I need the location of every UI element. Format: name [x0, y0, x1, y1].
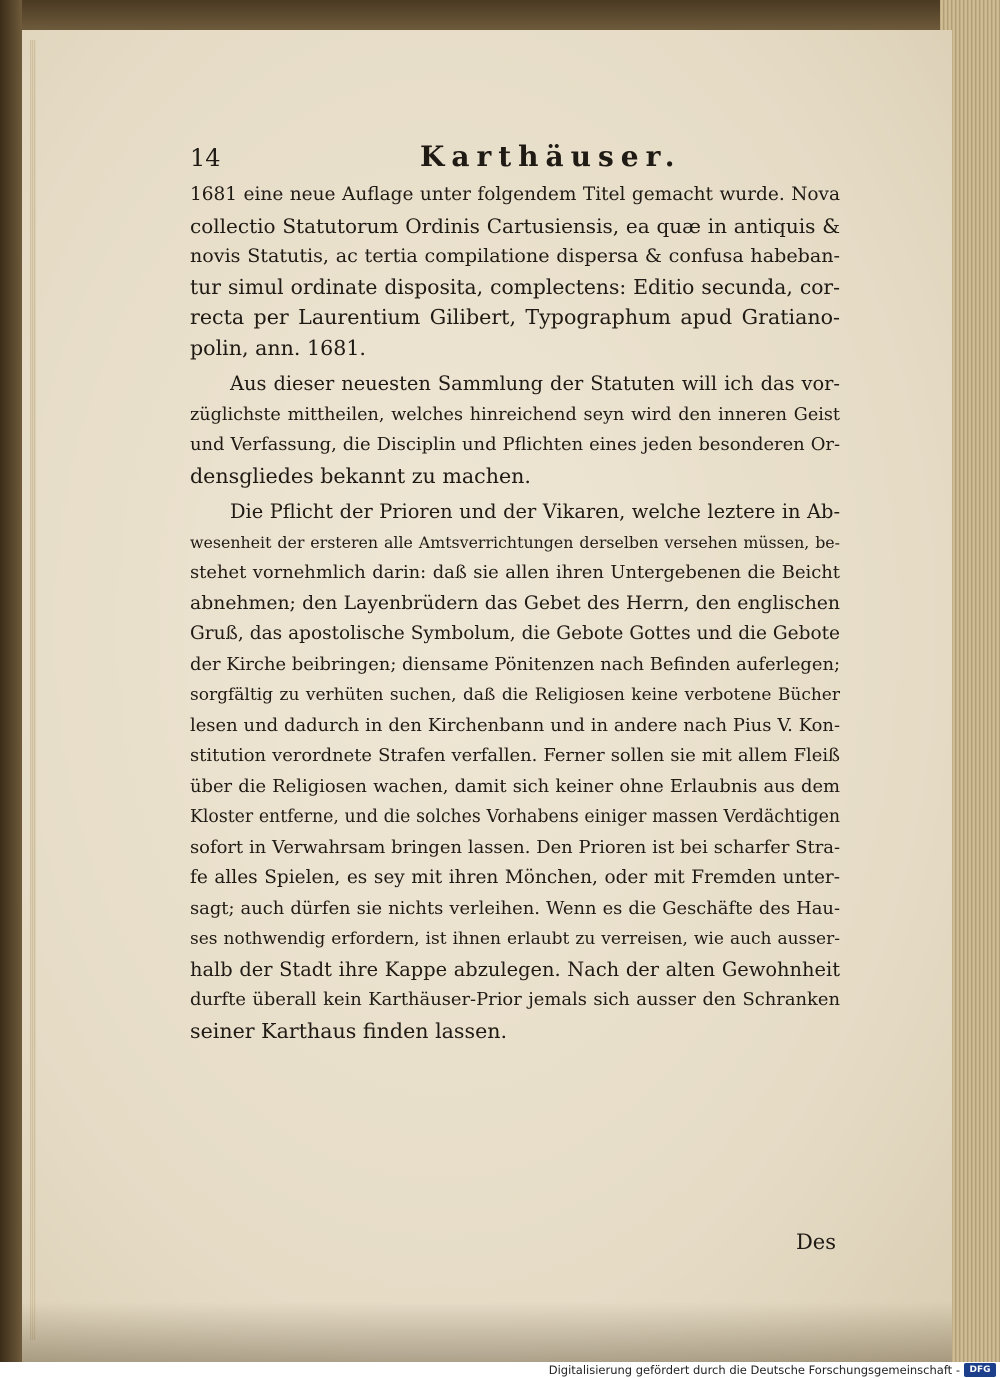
page-stack-left	[30, 40, 36, 1340]
text-line: tur simul ordinate disposita, complectens: Editio secunda, cor-	[190, 274, 840, 299]
text-line: stitution verordnete Strafen verfallen. Ferner sollen sie mit allem Fleiß	[190, 745, 840, 766]
text-line: polin, ann. 1681.	[190, 335, 366, 360]
text-line: Gruß, das apostolische Symbolum, die Gebote Gottes und die Gebote	[190, 623, 840, 644]
page-number: 14	[190, 144, 221, 172]
book-cover-left	[0, 0, 22, 1362]
text-line: Kloster entferne, und die solches Vorhabens einiger massen Verdächtigen	[190, 807, 840, 827]
text-line: sagt; auch dürfen sie nichts verleihen. Wenn es die Geschäfte des Hau-	[190, 897, 840, 919]
text-line: halb der Stadt ihre Kappe abzulegen. Nach der alten Gewohnheit	[190, 957, 840, 981]
text-line: über die Religiosen wachen, damit sich keiner ohne Erlaubnis aus dem	[190, 775, 840, 797]
text-line: sofort in Verwahrsam bringen lassen. Den Prioren ist bei scharfer Stra-	[190, 836, 840, 858]
text-line: recta per Laurentium Gilibert, Typographum apud Gratiano-	[190, 305, 840, 329]
running-title: Karthäuser.	[420, 140, 682, 173]
text-line: 1681 eine neue Auflage unter folgendem Titel gemacht wurde. Nova	[190, 184, 840, 205]
page-header	[190, 140, 840, 180]
text-line: wesenheit der ersteren alle Amtsverrichtungen derselben versehen müssen, be-	[190, 532, 840, 552]
text-line: fe alles Spielen, es sey mit ihren Mönchen, oder mit Fremden unter-	[190, 867, 840, 888]
text-line: seiner Karthaus finden lassen.	[190, 1018, 508, 1043]
text-line: abnehmen; den Layenbrüdern das Gebet des Herrn, den englischen	[190, 592, 840, 614]
text-line: lesen und dadurch in den Kirchenbann und in andere nach Pius V. Kon-	[190, 714, 840, 736]
text-line: Aus dieser neuesten Sammlung der Statuten will ich das vor-	[230, 372, 840, 395]
text-line: collectio Statutorum Ordinis Cartusiensis, ea quæ in antiquis &	[190, 213, 840, 238]
funding-credit: Digitalisierung gefördert durch die Deutsche Forschungsgemeinschaft -	[548, 1363, 960, 1377]
paragraph	[190, 369, 840, 491]
page-text-block	[190, 140, 840, 1254]
text-line: der Kirche beibringen; diensame Pönitenzen nach Befinden auferlegen;	[190, 653, 840, 675]
text-line: stehet vornehmlich darin: daß sie allen ihren Untergebenen die Beicht	[190, 562, 840, 583]
dfg-logo-icon: DFG	[964, 1363, 996, 1377]
text-line: züglichste mittheilen, welches hinreichend seyn wird den inneren Geist	[190, 404, 840, 425]
text-line: sorgfältig zu verhüten suchen, daß die Religiosen keine verbotene Bücher	[190, 685, 840, 705]
page-shadow	[22, 1302, 952, 1362]
text-line: densgliedes bekannt zu machen.	[190, 463, 531, 488]
text-line: durfte überall kein Karthäuser-Prior jemals sich ausser den Schranken	[190, 989, 840, 1010]
paragraph	[190, 497, 840, 1046]
text-line: novis Statutis, ac tertia compilatione dispersa & confusa habeban-	[190, 244, 840, 267]
footer-bar	[0, 1362, 1000, 1378]
text-line: und Verfassung, die Disciplin und Pflichten eines jeden besonderen Or-	[190, 434, 840, 455]
paragraph	[190, 180, 840, 363]
text-line: Die Pflicht der Prioren und der Vikaren, welche leztere in Ab-	[230, 500, 840, 523]
catchword: Des	[795, 1230, 836, 1254]
text-line: ses nothwendig erfordern, ist ihnen erlaubt zu verreisen, wie auch ausser-	[190, 929, 840, 949]
